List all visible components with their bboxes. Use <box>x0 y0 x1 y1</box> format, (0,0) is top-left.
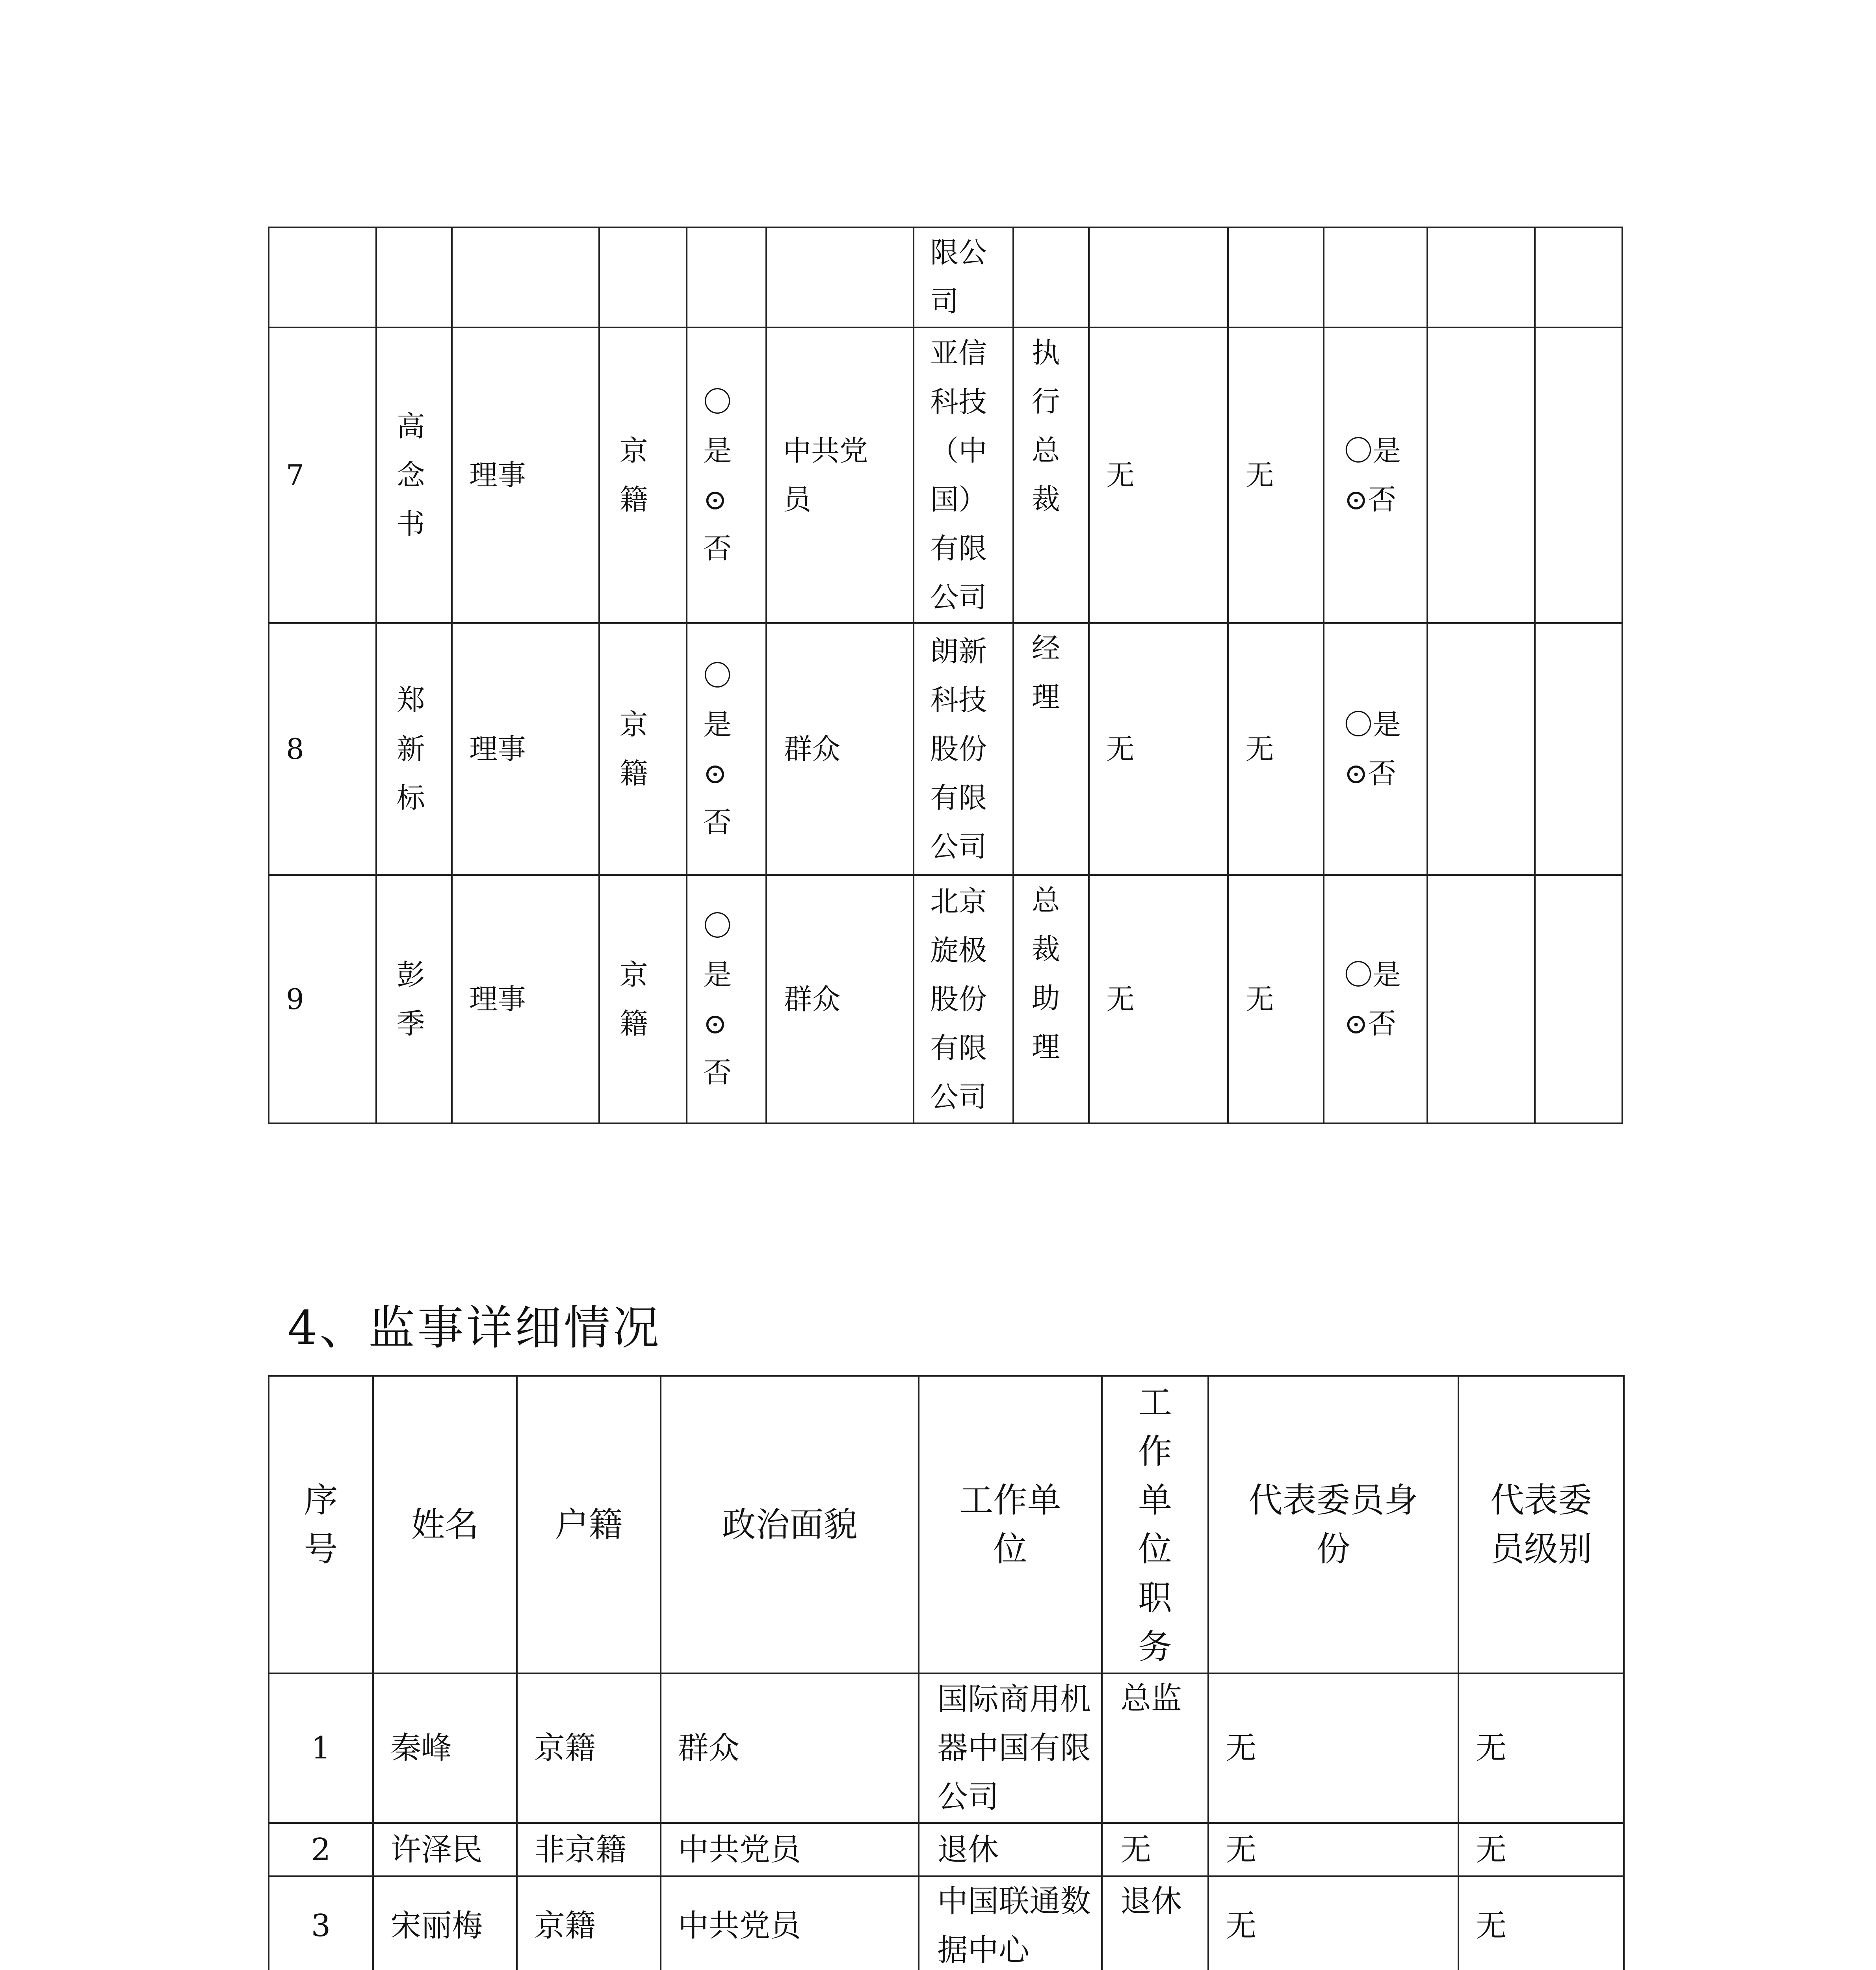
yes-no-radio: 〇是⊙否 <box>703 659 732 839</box>
unit-cell: 中国联通数据中心 <box>937 1884 1091 1968</box>
table-header-row <box>269 1376 1624 1673</box>
header-position: 工作单位职务 <box>1138 1383 1172 1667</box>
role-cell: 理事 <box>452 875 599 1123</box>
huji-cell: 京籍 <box>619 434 648 516</box>
unit-cell: 国际商用机器中国有限公司 <box>937 1682 1091 1815</box>
supervisor-table <box>268 1375 1625 1970</box>
yes-no-radio: 〇是⊙否 <box>1344 708 1401 790</box>
yes-no-radio: 〇是⊙否 <box>1344 958 1401 1040</box>
board-member-table <box>268 227 1623 1124</box>
name-cell: 郑新标 <box>396 684 425 814</box>
table-row <box>269 227 1622 327</box>
name-cell: 秦峰 <box>373 1673 517 1823</box>
table-row <box>269 875 1622 1123</box>
huji-cell: 非京籍 <box>517 1823 661 1876</box>
role-cell: 理事 <box>452 623 599 875</box>
huji-cell: 京籍 <box>619 958 648 1040</box>
row-number: 8 <box>269 623 376 875</box>
politics-cell: 群众 <box>766 623 914 875</box>
rep-identity-cell: 无 <box>1089 623 1228 875</box>
huji-cell: 京籍 <box>619 708 648 790</box>
unit-cell: 北京旋极股份有限公司 <box>930 885 987 1113</box>
huji-cell: 京籍 <box>517 1876 661 1970</box>
position-cell: 总裁助理 <box>1031 884 1060 1063</box>
yes-no-radio: 〇是⊙否 <box>1344 434 1401 516</box>
rep-identity-cell: 无 <box>1208 1823 1458 1876</box>
rep-identity-cell: 无 <box>1208 1876 1458 1970</box>
rep-identity-cell: 无 <box>1208 1673 1458 1823</box>
unit-cell: 亚信科技（中国）有限公司 <box>930 336 987 614</box>
rep-level-cell: 无 <box>1458 1823 1624 1876</box>
table-row <box>269 1876 1624 1970</box>
row-number: 3 <box>269 1876 373 1970</box>
position-cell: 经理 <box>1031 632 1060 714</box>
header-unit: 工作单位 <box>959 1480 1061 1569</box>
politics-cell: 中共党员 <box>783 434 868 516</box>
rep-level-cell: 无 <box>1458 1673 1624 1823</box>
politics-cell: 群众 <box>661 1673 919 1823</box>
table-row <box>269 1823 1624 1876</box>
politics-cell: 中共党员 <box>661 1823 919 1876</box>
table-row <box>269 623 1622 875</box>
position-cell: 无 <box>1102 1823 1208 1876</box>
name-cell: 高念书 <box>396 410 425 541</box>
name-cell: 宋丽梅 <box>373 1876 517 1970</box>
header-politics: 政治面貌 <box>661 1376 919 1673</box>
row-number: 1 <box>269 1673 373 1823</box>
header-rep-identity: 代表委员身份 <box>1248 1480 1418 1569</box>
yes-no-radio: 〇是⊙否 <box>703 909 732 1089</box>
row-number: 9 <box>269 875 376 1123</box>
position-cell: 执行总裁 <box>1031 336 1060 516</box>
row-number: 7 <box>269 327 376 623</box>
position-cell: 退休 <box>1102 1876 1208 1970</box>
table-row <box>269 327 1622 623</box>
unit-cell: 限公司 <box>930 236 987 318</box>
rep-level-cell: 无 <box>1228 875 1324 1123</box>
role-cell: 理事 <box>452 327 599 623</box>
rep-level-cell: 无 <box>1228 623 1324 875</box>
politics-cell: 群众 <box>766 875 914 1123</box>
header-huji: 户籍 <box>517 1376 661 1673</box>
header-rep-level: 代表委员级别 <box>1490 1480 1592 1569</box>
position-cell: 总监 <box>1102 1673 1208 1823</box>
politics-cell: 中共党员 <box>661 1876 919 1970</box>
header-no: 序号 <box>304 1480 338 1569</box>
rep-level-cell: 无 <box>1458 1876 1624 1970</box>
rep-identity-cell: 无 <box>1089 875 1228 1123</box>
yes-no-radio: 〇是⊙否 <box>703 385 732 565</box>
name-cell: 许泽民 <box>373 1823 517 1876</box>
row-number: 2 <box>269 1823 373 1876</box>
table-row <box>269 1673 1624 1823</box>
header-name: 姓名 <box>373 1376 517 1673</box>
rep-identity-cell: 无 <box>1089 327 1228 623</box>
huji-cell: 京籍 <box>517 1673 661 1823</box>
unit-cell: 退休 <box>919 1823 1102 1876</box>
rep-level-cell: 无 <box>1228 327 1324 623</box>
section-4-heading: 4、监事详细情况 <box>288 1301 662 1355</box>
unit-cell: 朗新科技股份有限公司 <box>930 635 987 863</box>
name-cell: 彭季 <box>396 958 425 1040</box>
